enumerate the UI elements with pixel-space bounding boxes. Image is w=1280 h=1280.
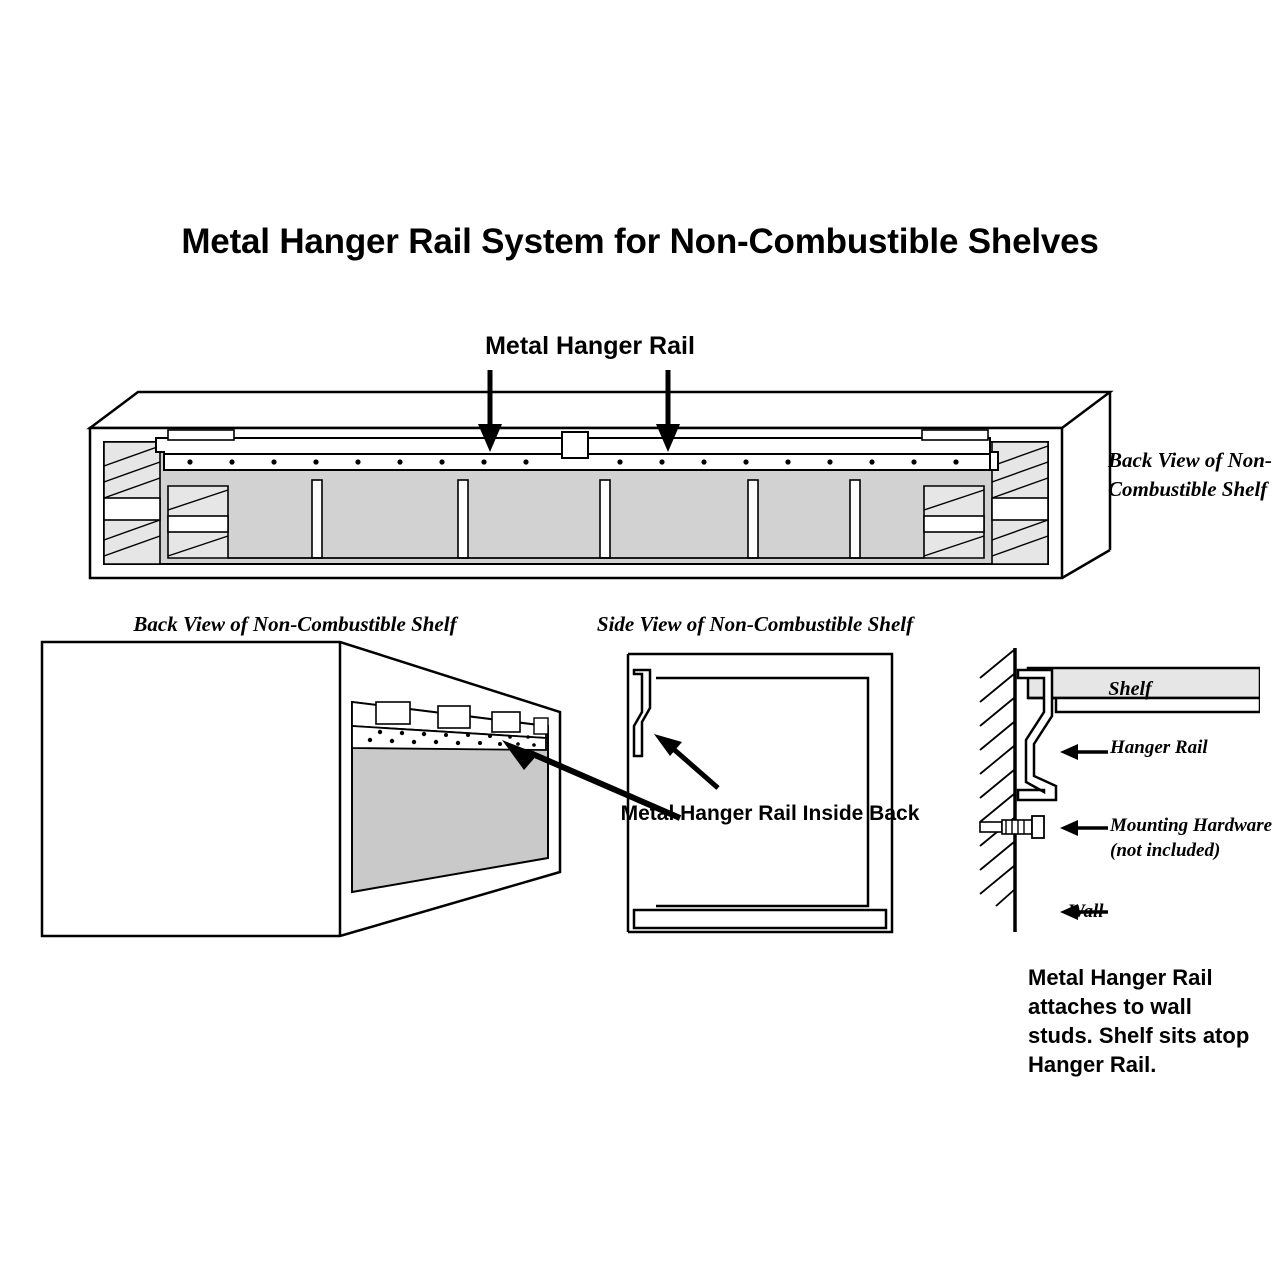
right-inner-block-2 xyxy=(924,486,984,558)
shelf-label: Shelf xyxy=(1108,678,1152,700)
right-inner-corner xyxy=(992,442,1048,564)
installation-note: Metal Hanger Rail attaches to wall studs. Shelf sits atop Hanger Rail. xyxy=(1028,965,1250,1077)
page-title: Metal Hanger Rail System for Non-Combustible Shelves xyxy=(181,222,1099,261)
mounting-hardware-icon xyxy=(980,816,1044,838)
side-view-figure xyxy=(620,648,900,938)
shelf-top-face xyxy=(90,392,1110,428)
side-view-bottom-rail xyxy=(634,910,886,928)
back-view-right-label: Back View of Non-Combustible Shelf xyxy=(1108,448,1272,501)
metal-hanger-rail-label: Metal Hanger Rail xyxy=(485,332,695,360)
left-inner-block-2 xyxy=(168,486,228,558)
wall-label: Wall xyxy=(1068,901,1104,922)
callout-arrows xyxy=(1060,744,1108,920)
hanger-rail-label: Hanger Rail xyxy=(1110,737,1208,758)
hanger-rail-cross-section xyxy=(634,670,650,756)
left-inner-corner xyxy=(104,442,160,564)
top-cutaway-figure xyxy=(60,370,1120,600)
caption-rail-inside-back: Metal Hanger Rail Inside Back xyxy=(620,802,920,825)
caption-side-view: Side View of Non-Combustible Shelf xyxy=(596,612,914,636)
wall-hatching xyxy=(980,650,1014,906)
side-view-arrow xyxy=(654,734,718,788)
mounting-hardware-label: Mounting Hardware (not included) xyxy=(1110,815,1273,861)
caption-back-view: Back View of Non-Combustible Shelf xyxy=(133,612,457,636)
